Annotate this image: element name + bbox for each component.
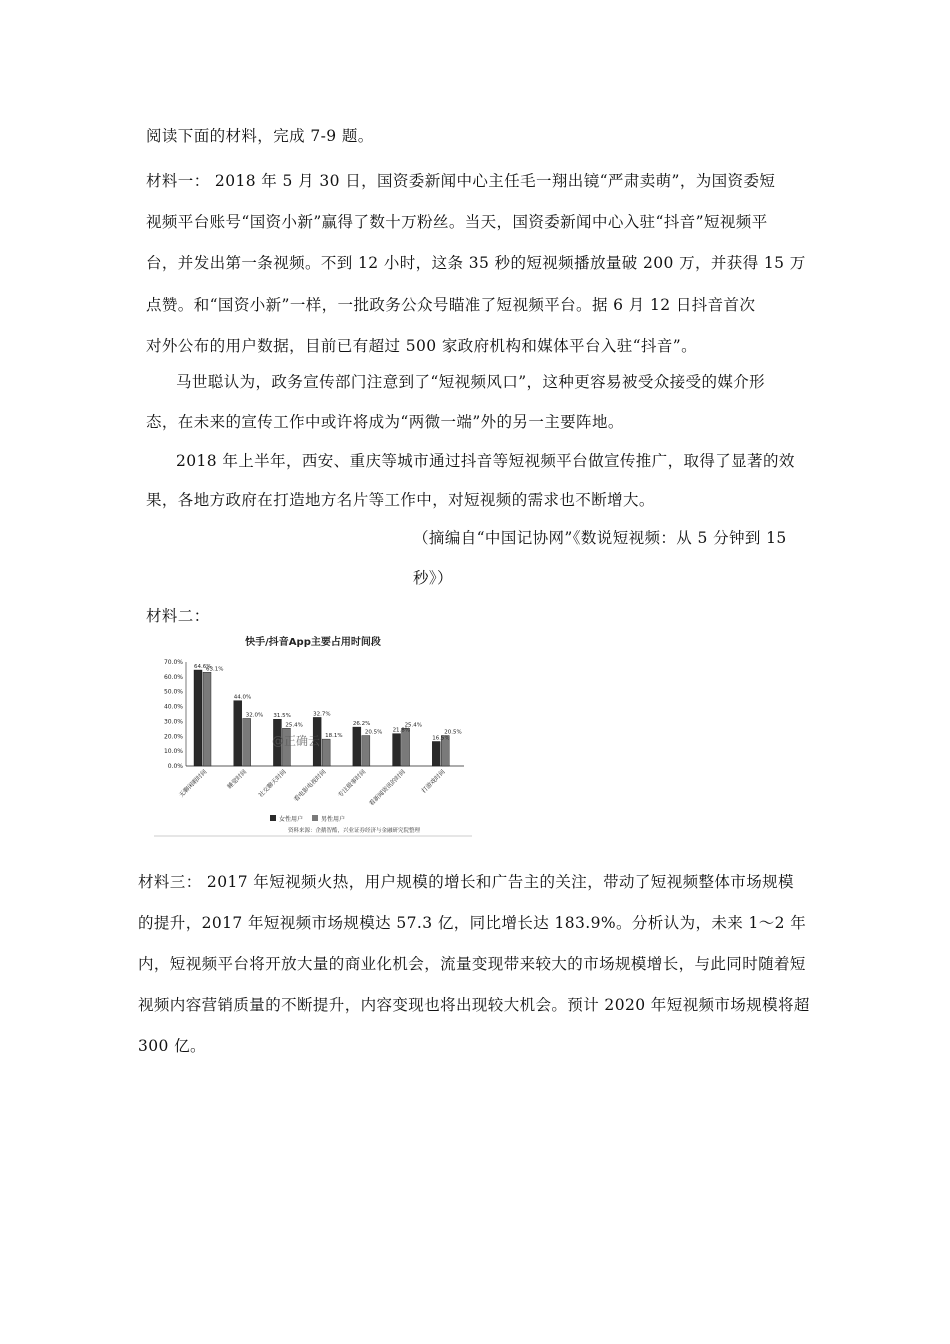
legend-female: 女性用户 <box>279 816 304 823</box>
bar-value-label: 32.0% <box>245 712 264 719</box>
bar-value-label: 18.1% <box>325 733 343 740</box>
m1-line-4: 点赞。和“国资小新”一样，一批政务公众号瞄准了短视频平台。据 6 月 12 日抖音首次 <box>146 296 756 314</box>
chart-svg <box>152 632 474 838</box>
bar-male <box>322 739 330 766</box>
bar-value-label: 31.5% <box>273 713 291 720</box>
y-tick-label: 30.0% <box>163 718 183 726</box>
m3-line-2: 的提升，2017 年短视频市场规模达 57.3 亿，同比增长达 183.9%。分析认为，未来 1～2 年 <box>138 914 807 932</box>
bar-value-label: 32.7% <box>313 711 331 718</box>
m1-p3-line-2: 果，各地方政府在打造地方名片等工作中，对短视频的需求也不断增大。 <box>146 491 655 509</box>
x-tick-label: 睡觉时间 <box>226 768 249 791</box>
m1-p3-line-1: 2018 年上半年，西安、重庆等城市通过抖音等短视频平台做宣传推广，取得了显著的效 <box>176 452 795 470</box>
m1-source-line-2: 秒》） <box>413 569 453 587</box>
m1-line-1: 材料一： 2018 年 5 月 30 日，国资委新闻中心主任毛一翔出镜“严肃卖萌”，为国资委短 <box>146 172 776 190</box>
x-tick-label: 看电影电视时间 <box>292 768 328 804</box>
bar-value-label: 44.0% <box>233 694 252 701</box>
legend-female-swatch <box>270 815 276 821</box>
x-tick-label: 无聊闲暇时间 <box>177 768 209 799</box>
y-tick-label: 50.0% <box>163 688 183 696</box>
m1-line-5: 对外公布的用户数据，目前已有超过 500 家政府机构和媒体平台入驻“抖音”。 <box>146 337 697 355</box>
legend-male-swatch <box>312 815 318 821</box>
m3-line-3: 内，短视频平台将开放大量的商业化机会，流量变现带来较大的市场规模增长，与此同时随着短 <box>138 955 806 973</box>
y-tick-label: 40.0% <box>163 703 183 711</box>
y-tick-label: 60.0% <box>163 673 183 681</box>
bar-value-label: 16.5% <box>432 735 450 742</box>
m1-line-2: 视频平台账号“国资小新”赢得了数十万粉丝。当天，国资委新闻中心入驻“抖音”短视频平 <box>146 213 768 231</box>
bar-value-label: 63.1% <box>206 666 224 673</box>
chart-title: 快手/抖音App主要占用时间段 <box>245 637 381 648</box>
x-tick-label: 专注做事时间 <box>336 768 368 799</box>
time-usage-chart <box>152 632 474 838</box>
y-tick-label: 20.0% <box>163 733 183 741</box>
m2-label: 材料二： <box>146 607 210 625</box>
bar-male <box>243 718 251 766</box>
bar-male <box>402 728 410 766</box>
bar-value-label: 26.2% <box>352 721 371 728</box>
m1-p2-line-1: 马世聪认为，政务宣传部门注意到了“短视频风口”，这种更容易被受众接受的媒介形 <box>176 373 766 391</box>
bar-female <box>234 701 242 766</box>
y-tick-label: 70.0% <box>163 659 183 666</box>
chart-source-note: 资料来源：企鹅智酷，兴业证券经济与金融研究院整理 <box>288 828 421 834</box>
bar-female <box>353 727 361 766</box>
bar-female <box>432 741 440 766</box>
bar-male <box>203 672 211 766</box>
m1-line-3: 台，并发出第一条视频。不到 12 小时，这条 35 秒的短视频播放量破 200 万，并获得 15 万 <box>146 254 806 272</box>
intro-line: 阅读下面的材料，完成 7-9 题。 <box>146 127 374 145</box>
y-tick-label: 0.0% <box>167 763 183 770</box>
x-tick-label: 打游戏时间 <box>420 768 447 795</box>
bar-female <box>194 670 202 766</box>
x-tick-label: 看新闻资讯的时间 <box>368 768 407 808</box>
m3-line-1: 材料三： 2017 年短视频火热，用户规模的增长和广告主的关注，带动了短视频整体市场规模 <box>138 873 794 891</box>
bar-value-label: 25.4% <box>404 722 423 729</box>
bar-female <box>393 734 401 766</box>
legend-male: 男性用户 <box>321 816 346 823</box>
m1-p2-line-2: 态，在未来的宣传工作中或许将成为“两微一端”外的另一主要阵地。 <box>146 413 624 431</box>
m3-line-5: 300 亿。 <box>138 1037 206 1055</box>
bar-value-label: 20.5% <box>364 729 383 736</box>
x-tick-label: 社交聊天时间 <box>257 768 288 799</box>
bar-male <box>362 736 370 766</box>
bar-value-label: 64.6% <box>194 664 212 671</box>
watermark: @正确云 <box>272 734 321 748</box>
m3-line-4: 视频内容营销质量的不断提升，内容变现也将出现较大机会。预计 2020 年短视频市场规模将超 <box>138 996 810 1014</box>
y-tick-label: 10.0% <box>163 748 183 756</box>
bar-value-label: 21.8% <box>392 727 411 734</box>
bar-value-label: 20.5% <box>444 729 462 736</box>
bar-value-label: 25.4% <box>285 722 303 729</box>
m1-source-line-1: （摘编自“中国记协网”《数说短视频：从 5 分钟到 15 <box>413 529 787 547</box>
